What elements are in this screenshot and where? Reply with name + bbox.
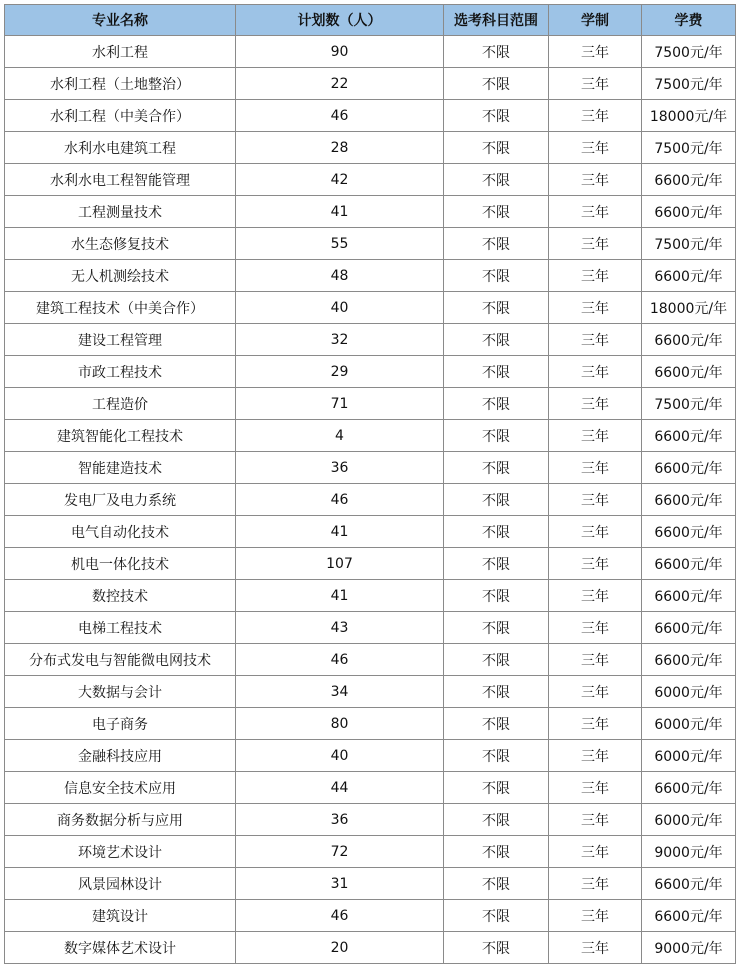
header-duration: 学制 [549, 5, 642, 36]
cell-subject-scope: 不限 [444, 612, 549, 644]
table-row [5, 132, 736, 164]
cell-duration: 三年 [549, 388, 642, 420]
table-row [5, 420, 736, 452]
cell-plan-count: 43 [236, 612, 444, 644]
cell-plan-count: 40 [236, 740, 444, 772]
table-row [5, 740, 736, 772]
cell-duration: 三年 [549, 612, 642, 644]
cell-duration: 三年 [549, 484, 642, 516]
cell-plan-count: 40 [236, 292, 444, 324]
table-row [5, 68, 736, 100]
table-row [5, 868, 736, 900]
cell-tuition: 6600元/年 [642, 900, 736, 932]
cell-tuition: 6600元/年 [642, 452, 736, 484]
cell-duration: 三年 [549, 708, 642, 740]
cell-plan-count: 42 [236, 164, 444, 196]
table-row [5, 708, 736, 740]
cell-major: 建筑智能化工程技术 [5, 420, 236, 452]
cell-major: 水生态修复技术 [5, 228, 236, 260]
cell-major: 金融科技应用 [5, 740, 236, 772]
cell-plan-count: 41 [236, 516, 444, 548]
cell-subject-scope: 不限 [444, 868, 549, 900]
table-row [5, 580, 736, 612]
cell-tuition: 6600元/年 [642, 420, 736, 452]
cell-plan-count: 32 [236, 324, 444, 356]
cell-plan-count: 34 [236, 676, 444, 708]
cell-major: 商务数据分析与应用 [5, 804, 236, 836]
cell-subject-scope: 不限 [444, 228, 549, 260]
table-row [5, 676, 736, 708]
cell-subject-scope: 不限 [444, 740, 549, 772]
cell-plan-count: 36 [236, 804, 444, 836]
cell-subject-scope: 不限 [444, 580, 549, 612]
cell-subject-scope: 不限 [444, 164, 549, 196]
table-row [5, 324, 736, 356]
table-row [5, 100, 736, 132]
cell-tuition: 18000元/年 [642, 292, 736, 324]
cell-duration: 三年 [549, 324, 642, 356]
cell-plan-count: 46 [236, 900, 444, 932]
cell-tuition: 6000元/年 [642, 740, 736, 772]
cell-tuition: 6000元/年 [642, 708, 736, 740]
cell-plan-count: 22 [236, 68, 444, 100]
table-row [5, 228, 736, 260]
cell-subject-scope: 不限 [444, 452, 549, 484]
header-major: 专业名称 [5, 5, 236, 36]
cell-duration: 三年 [549, 36, 642, 68]
cell-tuition: 9000元/年 [642, 836, 736, 868]
cell-subject-scope: 不限 [444, 68, 549, 100]
cell-plan-count: 90 [236, 36, 444, 68]
table-row [5, 356, 736, 388]
cell-tuition: 6600元/年 [642, 868, 736, 900]
cell-plan-count: 4 [236, 420, 444, 452]
cell-major: 电气自动化技术 [5, 516, 236, 548]
cell-major: 风景园林设计 [5, 868, 236, 900]
table-row [5, 484, 736, 516]
cell-plan-count: 71 [236, 388, 444, 420]
cell-duration: 三年 [549, 356, 642, 388]
cell-tuition: 6000元/年 [642, 676, 736, 708]
cell-plan-count: 46 [236, 484, 444, 516]
cell-duration: 三年 [549, 900, 642, 932]
cell-plan-count: 55 [236, 228, 444, 260]
cell-duration: 三年 [549, 452, 642, 484]
table-row [5, 932, 736, 964]
cell-plan-count: 46 [236, 644, 444, 676]
cell-tuition: 6600元/年 [642, 516, 736, 548]
table-row [5, 804, 736, 836]
cell-plan-count: 36 [236, 452, 444, 484]
header-row [5, 5, 736, 36]
cell-major: 大数据与会计 [5, 676, 236, 708]
cell-plan-count: 107 [236, 548, 444, 580]
cell-plan-count: 29 [236, 356, 444, 388]
cell-tuition: 6600元/年 [642, 260, 736, 292]
cell-major: 电梯工程技术 [5, 612, 236, 644]
cell-major: 水利工程 [5, 36, 236, 68]
cell-tuition: 18000元/年 [642, 100, 736, 132]
cell-major: 水利水电建筑工程 [5, 132, 236, 164]
cell-duration: 三年 [549, 100, 642, 132]
cell-tuition: 6600元/年 [642, 484, 736, 516]
cell-duration: 三年 [549, 260, 642, 292]
cell-tuition: 6600元/年 [642, 356, 736, 388]
cell-tuition: 6600元/年 [642, 164, 736, 196]
enrollment-table-container [4, 4, 735, 964]
cell-subject-scope: 不限 [444, 548, 549, 580]
cell-plan-count: 44 [236, 772, 444, 804]
table-row [5, 772, 736, 804]
cell-tuition: 6600元/年 [642, 772, 736, 804]
cell-plan-count: 72 [236, 836, 444, 868]
cell-major: 电子商务 [5, 708, 236, 740]
table-header [5, 5, 736, 36]
cell-subject-scope: 不限 [444, 772, 549, 804]
cell-duration: 三年 [549, 868, 642, 900]
cell-tuition: 7500元/年 [642, 388, 736, 420]
table-row [5, 836, 736, 868]
header-plan-count: 计划数（人） [236, 5, 444, 36]
cell-major: 信息安全技术应用 [5, 772, 236, 804]
cell-plan-count: 41 [236, 580, 444, 612]
cell-duration: 三年 [549, 68, 642, 100]
cell-tuition: 6600元/年 [642, 644, 736, 676]
cell-subject-scope: 不限 [444, 804, 549, 836]
cell-duration: 三年 [549, 548, 642, 580]
cell-duration: 三年 [549, 580, 642, 612]
cell-subject-scope: 不限 [444, 932, 549, 964]
cell-plan-count: 31 [236, 868, 444, 900]
table-row [5, 900, 736, 932]
cell-subject-scope: 不限 [444, 356, 549, 388]
cell-major: 水利工程（中美合作） [5, 100, 236, 132]
cell-major: 数控技术 [5, 580, 236, 612]
cell-plan-count: 41 [236, 196, 444, 228]
cell-major: 环境艺术设计 [5, 836, 236, 868]
header-tuition: 学费 [642, 5, 736, 36]
cell-tuition: 6600元/年 [642, 196, 736, 228]
cell-duration: 三年 [549, 836, 642, 868]
cell-major: 发电厂及电力系统 [5, 484, 236, 516]
cell-subject-scope: 不限 [444, 292, 549, 324]
cell-plan-count: 20 [236, 932, 444, 964]
cell-duration: 三年 [549, 196, 642, 228]
cell-duration: 三年 [549, 676, 642, 708]
cell-major: 水利水电工程智能管理 [5, 164, 236, 196]
cell-duration: 三年 [549, 164, 642, 196]
cell-plan-count: 28 [236, 132, 444, 164]
cell-duration: 三年 [549, 740, 642, 772]
table-body [5, 36, 736, 964]
cell-major: 数字媒体艺术设计 [5, 932, 236, 964]
cell-duration: 三年 [549, 772, 642, 804]
cell-major: 工程测量技术 [5, 196, 236, 228]
cell-major: 建设工程管理 [5, 324, 236, 356]
cell-tuition: 7500元/年 [642, 228, 736, 260]
cell-major: 市政工程技术 [5, 356, 236, 388]
cell-subject-scope: 不限 [444, 260, 549, 292]
cell-major: 分布式发电与智能微电网技术 [5, 644, 236, 676]
cell-duration: 三年 [549, 804, 642, 836]
table-row [5, 644, 736, 676]
cell-duration: 三年 [549, 644, 642, 676]
cell-subject-scope: 不限 [444, 388, 549, 420]
table-row [5, 388, 736, 420]
cell-subject-scope: 不限 [444, 484, 549, 516]
cell-duration: 三年 [549, 132, 642, 164]
cell-major: 机电一体化技术 [5, 548, 236, 580]
cell-major: 建筑设计 [5, 900, 236, 932]
cell-subject-scope: 不限 [444, 676, 549, 708]
table-row [5, 36, 736, 68]
cell-subject-scope: 不限 [444, 324, 549, 356]
cell-tuition: 6600元/年 [642, 324, 736, 356]
cell-tuition: 6600元/年 [642, 580, 736, 612]
cell-duration: 三年 [549, 516, 642, 548]
cell-subject-scope: 不限 [444, 516, 549, 548]
cell-major: 无人机测绘技术 [5, 260, 236, 292]
cell-tuition: 6600元/年 [642, 612, 736, 644]
table-row [5, 164, 736, 196]
cell-subject-scope: 不限 [444, 644, 549, 676]
cell-subject-scope: 不限 [444, 420, 549, 452]
cell-plan-count: 80 [236, 708, 444, 740]
cell-subject-scope: 不限 [444, 836, 549, 868]
table-row [5, 196, 736, 228]
cell-plan-count: 46 [236, 100, 444, 132]
cell-subject-scope: 不限 [444, 196, 549, 228]
cell-major: 建筑工程技术（中美合作） [5, 292, 236, 324]
table-row [5, 612, 736, 644]
cell-plan-count: 48 [236, 260, 444, 292]
cell-major: 智能建造技术 [5, 452, 236, 484]
header-subject-scope: 选考科目范围 [444, 5, 549, 36]
cell-tuition: 9000元/年 [642, 932, 736, 964]
cell-subject-scope: 不限 [444, 100, 549, 132]
table-row [5, 516, 736, 548]
cell-tuition: 7500元/年 [642, 132, 736, 164]
table-row [5, 292, 736, 324]
cell-major: 工程造价 [5, 388, 236, 420]
cell-duration: 三年 [549, 228, 642, 260]
cell-duration: 三年 [549, 932, 642, 964]
cell-duration: 三年 [549, 292, 642, 324]
cell-duration: 三年 [549, 420, 642, 452]
table-row [5, 548, 736, 580]
cell-tuition: 6000元/年 [642, 804, 736, 836]
enrollment-table [4, 4, 736, 964]
cell-subject-scope: 不限 [444, 708, 549, 740]
table-row [5, 452, 736, 484]
table-row [5, 260, 736, 292]
cell-subject-scope: 不限 [444, 132, 549, 164]
cell-subject-scope: 不限 [444, 900, 549, 932]
cell-subject-scope: 不限 [444, 36, 549, 68]
cell-tuition: 7500元/年 [642, 68, 736, 100]
cell-major: 水利工程（土地整治） [5, 68, 236, 100]
cell-tuition: 6600元/年 [642, 548, 736, 580]
cell-tuition: 7500元/年 [642, 36, 736, 68]
